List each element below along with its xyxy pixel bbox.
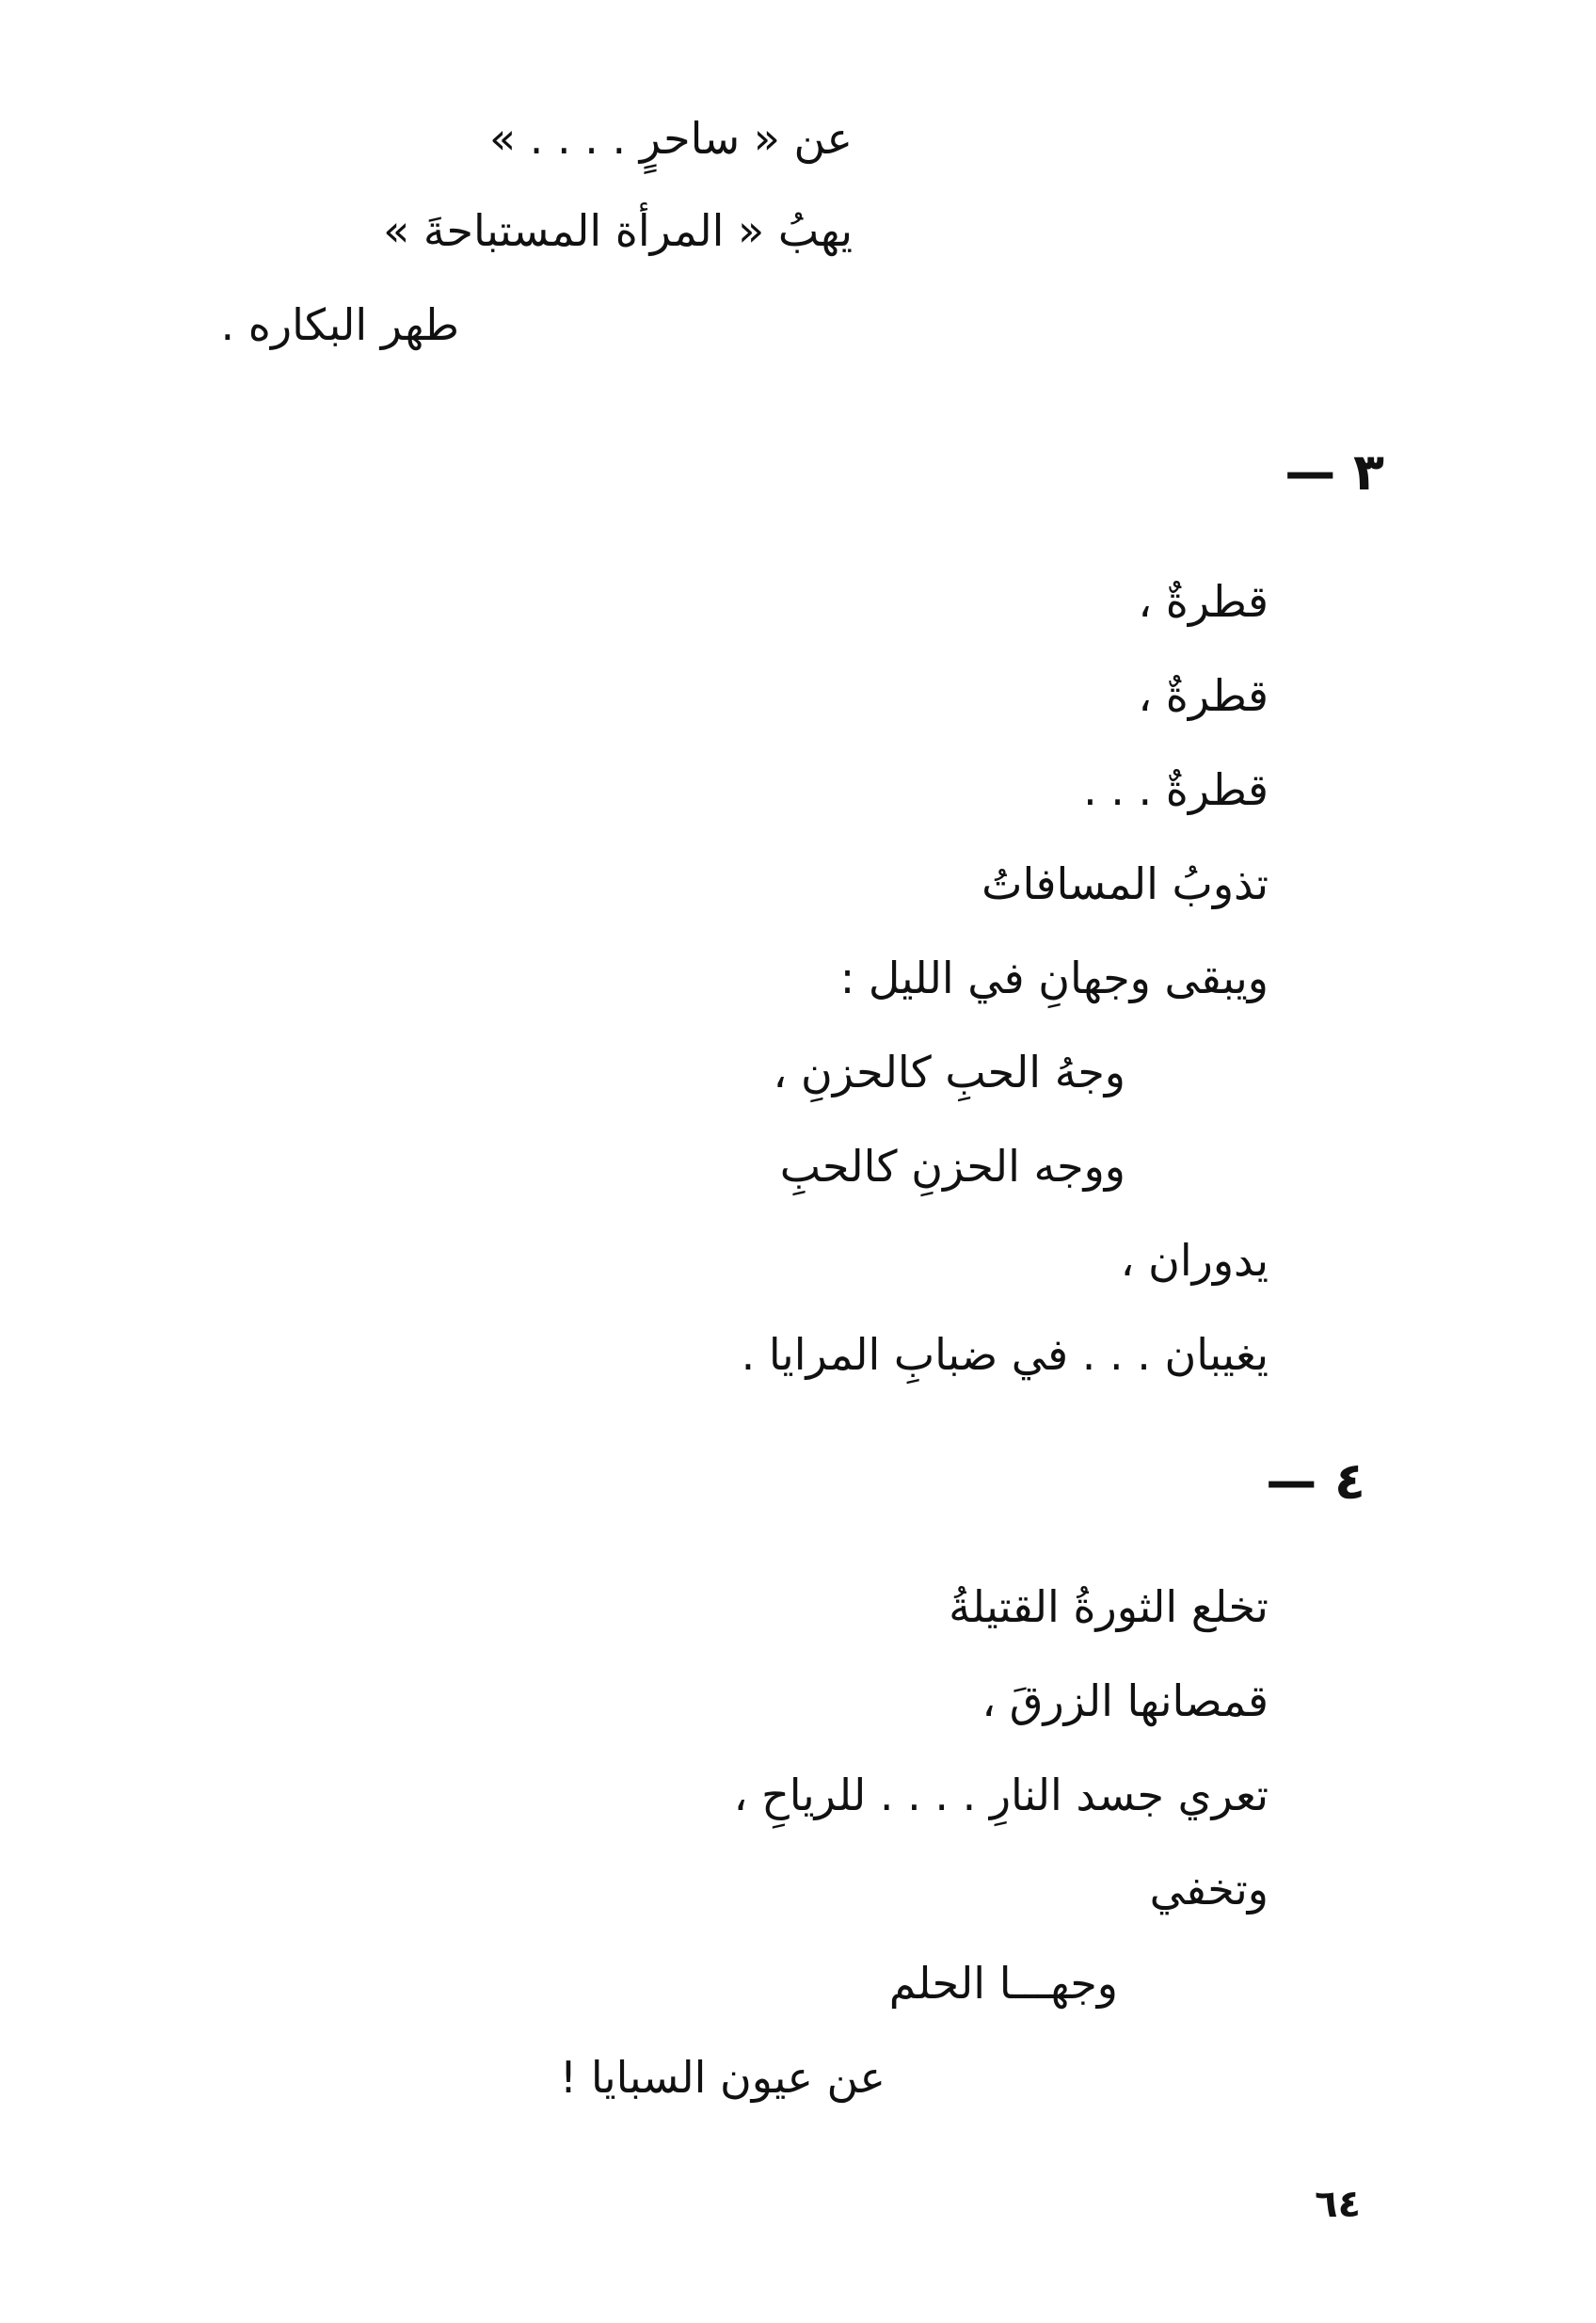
poem-line: عن « ساحرٍ . . . . » [489,113,853,164]
poem-line: قطرةٌ . . . [1083,764,1269,815]
poem-line: تذوبُ المسافاتُ [982,858,1269,909]
poem-line: ويبقى وجهانِ في الليل : [839,953,1269,1003]
poem-line: وتخفي [1149,1864,1269,1914]
poem-line: يدوران ، [1120,1235,1269,1286]
section-marker-3: ٣ — [1285,442,1384,502]
poem-line: وجهُ الحبِ كالحزنِ ، [773,1047,1125,1097]
poem-line: تعري جسد النارِ . . . . للرياحِ ، [733,1770,1269,1820]
section-marker-4: ٤ — [1266,1451,1365,1511]
page-number: ٦٤ [1315,2183,1361,2226]
poem-line: طهر البكاره . [220,299,459,350]
poem-line: ووجه الحزنِ كالحبِ [779,1141,1125,1192]
poem-line: تخلع الثورةُ القتيلةُ [949,1581,1269,1632]
poem-line: قطرةٌ ، [1138,576,1269,627]
poem-line: قطرةٌ ، [1138,670,1269,721]
poem-line: يهبُ « المرأة المستباحةَ » [383,205,853,256]
poem-line: وجهـــا الحلم [888,1958,1118,2009]
poem-line: يغيبان . . . في ضبابِ المرايا . [741,1329,1269,1380]
poem-line: قمصانها الزرقَ ، [982,1675,1269,1726]
poem-line: عن عيون السبايا ! [559,2052,886,2103]
